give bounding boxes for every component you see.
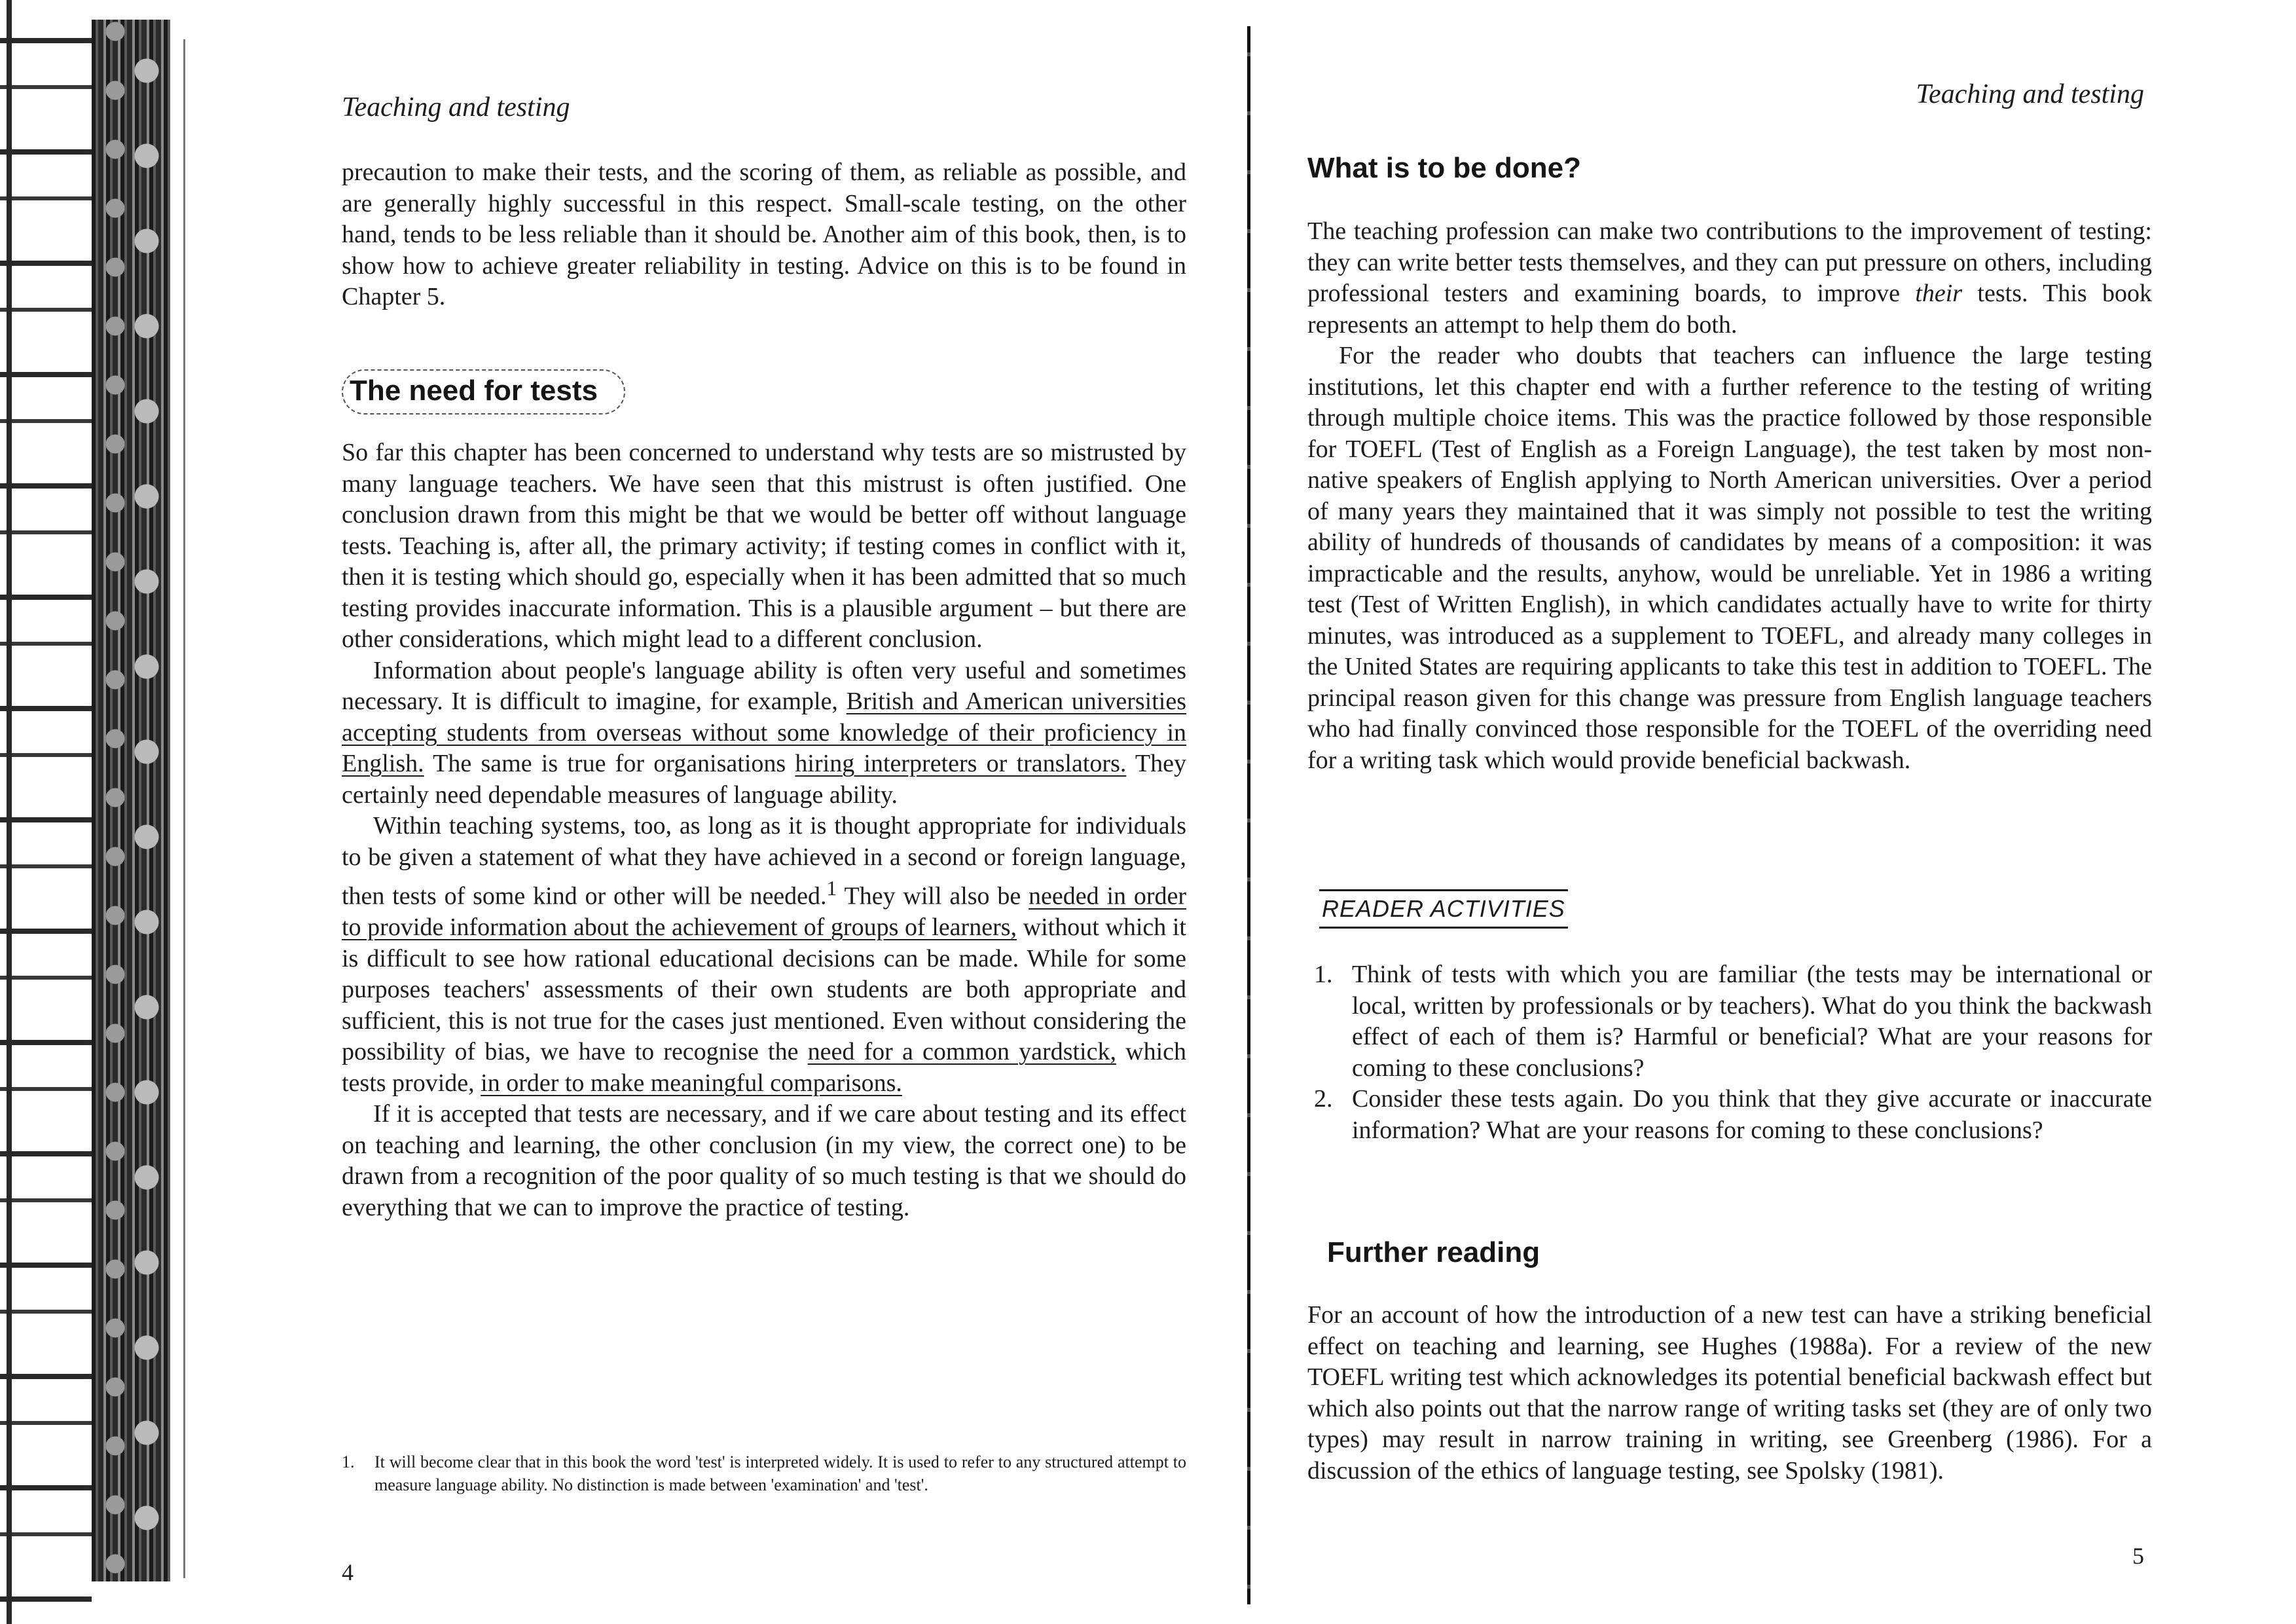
heading-what-is-to-be-done: What is to be done?: [1307, 152, 1581, 184]
underlined-phrase: needed in order to provide information about the achievement of groups of learners,: [342, 882, 1186, 942]
running-head-left: Teaching and testing: [342, 92, 570, 122]
footnote-marker: 1: [826, 877, 837, 900]
activity-number: 1.: [1314, 961, 1333, 988]
underlined-phrase: in order to make meaningful comparisons.: [481, 1069, 902, 1097]
done-paragraph-1: The teaching profession can make two contributions to the improvement of testing: they can write better tests themselves, and they can put pressure on others, including professional testers and examining boards, to improve their tests. This book represents an attempt to help them do both.: [1307, 217, 2152, 339]
footnote-number: 1.: [342, 1452, 355, 1471]
emphasis-their: their: [1915, 280, 1963, 307]
paragraph-2: Information about people's language ability is often very useful and sometimes necessary. It is difficult to imagine, for example, British and American universities accepting students from overseas without some knowledge of their proficiency in English. The same is true for organisations hiring interpreters or translators. They certainly need dependable measures of language ability.: [342, 656, 1186, 809]
activity-text: Think of tests with which you are familiar (the tests may be international or local, written by professionals or by teachers). What do you think the backwash effect of each of them is? Harmful or beneficial? What are your reasons for coming to these conclusions?: [1352, 961, 2152, 1082]
reader-activities-list: [1314, 959, 2152, 1146]
book-spine-shadow: [92, 20, 170, 1581]
heading-further-reading: Further reading: [1327, 1236, 1540, 1268]
further-reading-body: [1307, 1300, 2152, 1486]
underlined-phrase: hiring interpreters or translators.: [795, 750, 1127, 777]
underlined-phrase: need for a common yardstick,: [807, 1038, 1116, 1066]
activity-text: Consider these tests again. Do you think that they give accurate or inaccurate information? What are your reasons for coming to these conclusions?: [1352, 1085, 2152, 1144]
what-is-to-be-done-body: [1307, 216, 2152, 776]
paragraph-3: Within teaching systems, too, as long as it is thought appropriate for individuals to be given a statement of what they have achieved in a second or foreign language, then tests of some kind or other will be needed.$^1$ They will also be needed in order to provide information about the achievement of groups of learners, without which it is difficult to see how rational educational decisions can be made. While for some purposes teachers' assessments of their own students are both appropriate and sufficient, this is not true for the cases just mentioned. Even without considering the possibility of bias, we have to recognise the need for a common yardstick, which tests provide, in order to make meaningful comparisons.: [342, 812, 1186, 1097]
paragraph-1: So far this chapter has been concerned to understand why tests are so mistrusted by many language teachers. We have seen that this mistrust is often justified. One conclusion drawn from this might be that we would be better off without language tests. Teaching is, after all, the primary activity; if testing comes in conflict with it, then it is testing which should go, especially when it has been admitted that so much testing provides inaccurate information. This is a plausible argument – but there are other considerations, which might lead to a different conclusion.: [342, 439, 1186, 653]
activity-item: [1314, 959, 2152, 1084]
running-head-right: Teaching and testing: [1916, 79, 2144, 109]
activity-number: 2.: [1314, 1085, 1333, 1113]
left-page: [334, 0, 1198, 1624]
scan-binding-edge: [0, 0, 92, 1624]
spine-fold-line: [183, 39, 185, 1578]
need-for-tests-body: [342, 437, 1186, 1223]
further-reading-paragraph: For an account of how the introduction of a new test can have a striking beneficial effect on teaching and learning, see Hughes (1988a). For a review of the new TOEFL writing test which acknowledges its potential beneficial backwash effect but which also points out that the narrow range of writing tasks set (they are of only two types) may result in narrow training in writing, see Greenberg (1986). For a discussion of the ethics of language testing, see Spolsky (1981).: [1307, 1301, 2152, 1485]
center-gutter: [1247, 26, 1250, 1604]
page-number-left: 4: [342, 1559, 354, 1585]
section-heading-need-for-tests: [342, 375, 625, 407]
footnote: [342, 1450, 1186, 1496]
activity-item: [1314, 1084, 2152, 1146]
done-paragraph-2: For the reader who doubts that teachers can influence the large testing institutions, let this chapter end with a further reference to the testing of writing through multiple choice items. This was the practice followed by those responsible for TOEFL (Test of English as a Foreign Language), the test taken by most non-native speakers of English applying to North American universities. Over a period of many years they maintained that it was simply not possible to test the writing ability of hundreds of thousands of candidates by means of a composition: it was impracticable and the results, anyhow, would be unreliable. Yet in 1986 a writing test (Test of Written English), in which candidates actually have to write for thirty minutes, was introduced as a supplement to TOEFL, and already many colleges in the United States are requiring applicants to take this test in addition to TOEFL. The principal reason given for this change was pressure from English language teachers who had finally convinced those responsible for the TOEFL of the overriding need for a writing task which would provide beneficial backwash.: [1307, 342, 2152, 774]
right-page: [1300, 0, 2157, 1624]
intro-paragraph-block: [342, 157, 1186, 313]
page-number-right: 5: [2132, 1543, 2144, 1569]
underlined-phrase: British and American universities accepting students from overseas without some knowledge of their proficiency in English.: [342, 688, 1186, 777]
circled-heading: The need for tests: [342, 369, 625, 415]
intro-paragraph: precaution to make their tests, and the scoring of them, as reliable as possible, and are generally highly successful in this respect. Small-scale testing, on the other hand, tends to be less reliable than it should be. Another aim of this book, then, is to show how to achieve greater reliability in testing. Advice on this is to be found in Chapter 5.: [342, 158, 1186, 310]
paragraph-4: If it is accepted that tests are necessary, and if we care about testing and its effect on teaching and learning, the other conclusion (in my view, the correct one) to be drawn from a recognition of the poor quality of so much testing is that we should do everything that we can to improve the practice of testing.: [342, 1100, 1186, 1221]
reader-activities-heading: READER ACTIVITIES: [1319, 889, 1568, 929]
footnote-text: It will become clear that in this book the word 'test' is interpreted widely. It is used to refer to any structured attempt to measure language ability. No distinction is made between 'examination' and 'test'.: [374, 1452, 1186, 1494]
